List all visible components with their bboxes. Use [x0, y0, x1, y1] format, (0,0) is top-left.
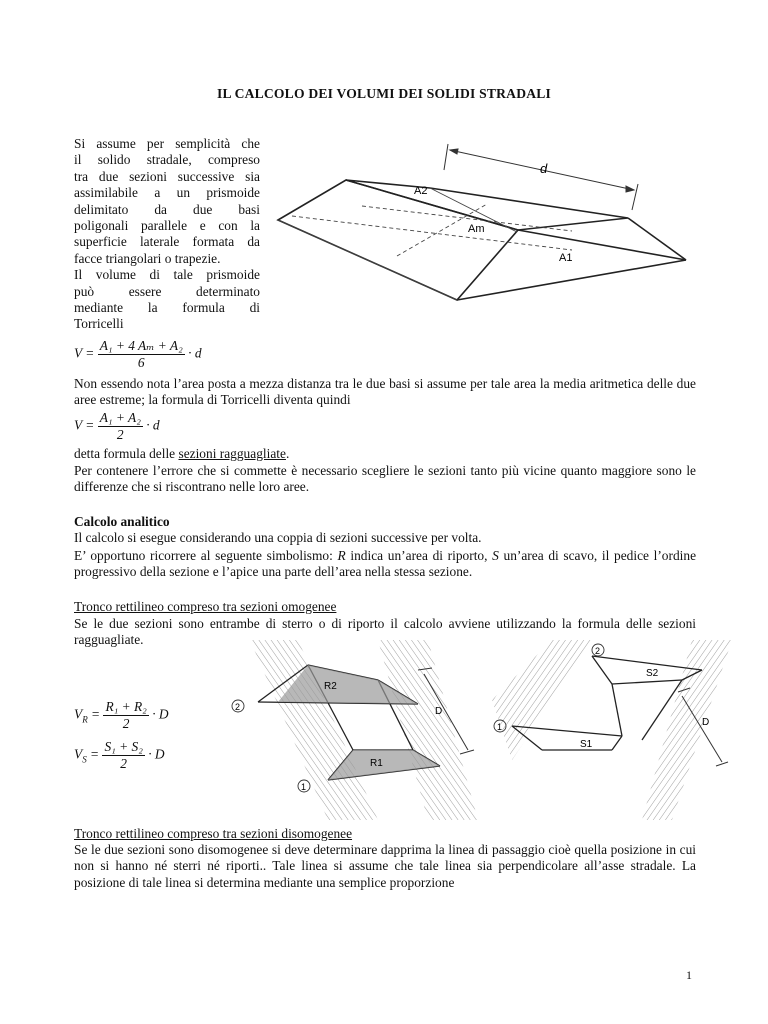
label-d: D	[702, 717, 710, 728]
prismoid-figure	[272, 136, 692, 306]
intro-line: superficie laterale formata da	[74, 234, 260, 250]
heading-omogenee: Tronco rettilineo compreso tra sezioni omogenee	[74, 599, 337, 614]
label-s2: S2	[646, 668, 659, 679]
heading-calcolo-analitico: Calcolo analitico	[74, 514, 170, 529]
intro-paragraph	[74, 136, 260, 333]
formula-vs	[74, 739, 165, 772]
intro-line: facce triangolari o trapezie.	[74, 250, 221, 266]
formula-tail: · D	[152, 706, 169, 722]
symbol-r: R	[337, 548, 346, 563]
formula-fraction	[102, 739, 144, 772]
intro-line: può essere determinato	[74, 283, 260, 299]
formula-lhs: V	[74, 706, 83, 722]
paragraph-disomogenee: Se le due sezioni sono disomogenee si deve determinare dapprima la linea di passaggio cioè quella posizione in cui non si hanno né sterri né riporti.. Tale linea si assume che tale linea sia perpendicolare all’asse stradale. La posizione di tale linea si determina mediante una semplice proporzione	[74, 842, 696, 890]
intro-line: Torricelli	[74, 316, 124, 332]
formula-eq: =	[86, 746, 100, 762]
sezioni-ragguagliate-link: sezioni ragguagliate	[178, 446, 286, 461]
formula-fraction	[98, 338, 185, 371]
scavo-figure	[492, 640, 742, 820]
detta-prefix: detta formula delle	[74, 446, 179, 461]
formula-numerator: S₁ + S₂	[104, 739, 143, 754]
paragraph-detta	[74, 446, 696, 462]
simbolismo-b: indica un’area di riporto,	[345, 548, 493, 563]
circle-2: 2	[595, 646, 601, 656]
intro-line: mediante la formula di	[74, 300, 260, 316]
formula-numerator: A₁ + 4 Aₘ + A₂	[99, 338, 183, 353]
intro-line: Si assume per semplicità che	[74, 136, 260, 151]
circle-1: 1	[497, 722, 503, 732]
formula-denominator: 2	[116, 427, 124, 442]
simbolismo-c: un’area di scavo, il pedice l’ordine progressivo della sezione e l’apice una parte dell’area nella stessa sezione.	[74, 548, 697, 580]
intro-line: Il volume di tale prismoide	[74, 267, 260, 283]
paragraph-errore: Per contenere l’errore che si commette è necessario scegliere le sezioni tanto più vicine quanto maggiore sono le differenze che si riscontrano nelle loro aree.	[74, 463, 696, 495]
paragraph-analitico-1: Il calcolo si esegue considerando una coppia di sezioni successive per volta.	[74, 530, 482, 545]
page-number: 1	[686, 968, 692, 982]
label-r2: R2	[324, 681, 337, 692]
label-s1: S1	[580, 739, 593, 750]
formula-fraction	[103, 699, 148, 732]
detta-suffix: .	[285, 446, 290, 461]
circle-1: 1	[301, 782, 307, 792]
intro-line: assimilabile a un prismoide	[74, 185, 260, 201]
formula-lhs: V =	[74, 345, 95, 361]
formula-tail: · D	[148, 746, 165, 762]
label-r1: R1	[370, 758, 383, 769]
formula-denominator: 2	[120, 756, 127, 771]
formula-numerator: R₁ + R₂	[105, 699, 147, 714]
formula-denominator: 2	[122, 716, 130, 731]
paragraph-media: Non essendo nota l’area posta a mezza distanza tra le due basi si assume per tale area la media aritmetica delle due aree estreme; la formula di Torricelli diventa quindi	[74, 376, 696, 408]
intro-line: tra due sezioni successive sia	[74, 168, 260, 184]
symbol-s: S	[492, 548, 499, 563]
formula-lhs: V =	[74, 417, 95, 433]
intro-line: delimitato da due basi	[74, 201, 260, 217]
formula-eq: =	[87, 706, 101, 722]
formula-numerator: A₁ + A₂	[99, 410, 141, 425]
label-d: d	[540, 161, 548, 176]
formula-tail: · d	[146, 417, 160, 433]
paragraph-simbolismo	[74, 548, 696, 581]
formula-denominator: 6	[137, 355, 145, 370]
label-d: D	[435, 706, 443, 717]
formula-sub: S	[82, 754, 87, 765]
label-am: Am	[468, 223, 485, 235]
paragraph-omogenee: Se le due sezioni sono entrambe di sterro o di riporto il calcolo avviene utilizzando la formula delle sezioni ragguagliate.	[74, 616, 696, 648]
circle-2: 2	[235, 702, 241, 712]
formula-vr	[74, 699, 169, 732]
simbolismo-a: E’ opportuno ricorrere al seguente simbolismo:	[74, 548, 338, 563]
formula-tail: · d	[188, 345, 202, 361]
formula-torricelli	[74, 338, 202, 371]
formula-sezioni	[74, 410, 160, 443]
riporto-figure	[228, 640, 490, 820]
formula-lhs: V	[74, 746, 83, 762]
page-title: IL CALCOLO DEI VOLUMI DEI SOLIDI STRADALI	[216, 86, 551, 101]
intro-line: il solido stradale, compreso	[74, 152, 260, 168]
formula-fraction	[98, 410, 143, 443]
heading-disomogenee: Tronco rettilineo compreso tra sezioni disomogenee	[74, 826, 353, 841]
label-a2: A2	[414, 185, 428, 197]
intro-line: poligonali parallele e con la	[74, 218, 260, 234]
formula-sub: R	[82, 714, 88, 725]
label-a1: A1	[559, 252, 573, 264]
